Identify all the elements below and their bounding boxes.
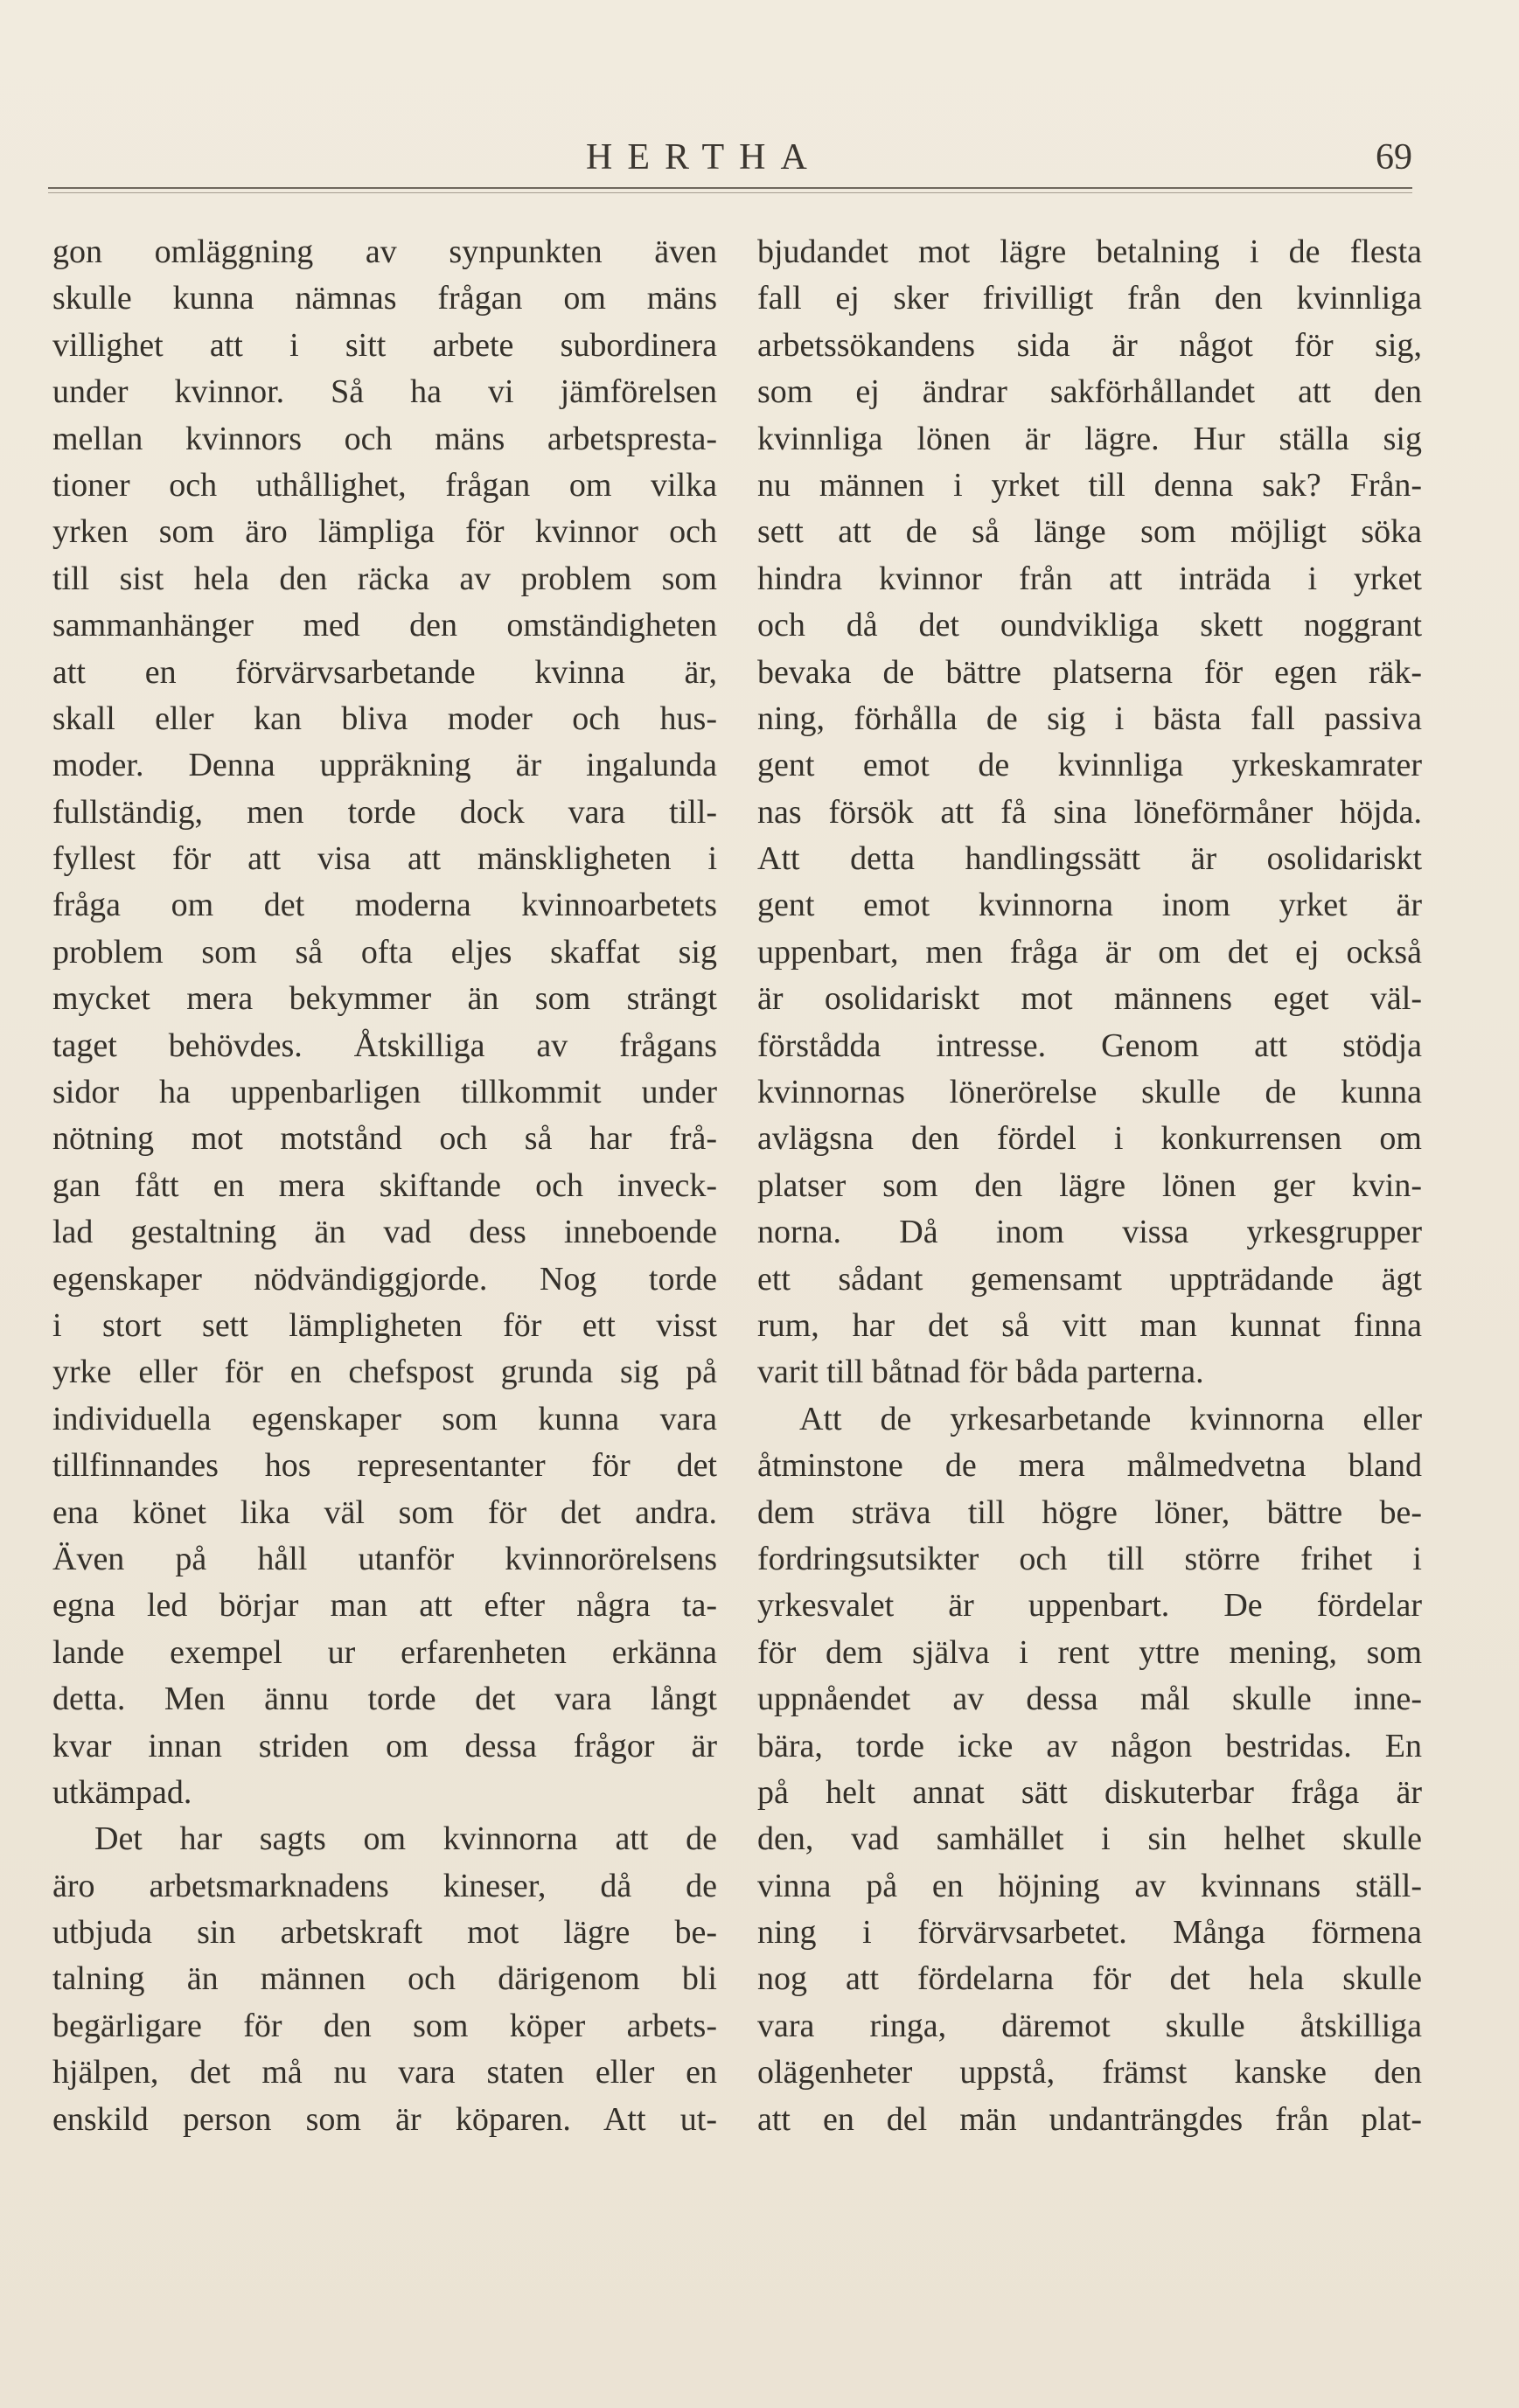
text-line: yrkesvalet är uppenbart. De fördelar xyxy=(757,1587,1422,1625)
text-line: sidor ha uppenbarligen tillkommit under xyxy=(52,1074,717,1111)
text-line: att en del män undanträngdes från plat- xyxy=(757,2100,1422,2138)
text-line: bevaka de bättre platserna för egen räk- xyxy=(757,653,1422,691)
text-line: mycket mera bekymmer än som strängt xyxy=(52,980,717,1018)
text-line: bära, torde icke av någon bestridas. En xyxy=(757,1727,1422,1764)
text-line: avlägsna den fördel i konkurrensen om xyxy=(757,1120,1422,1158)
text-line: kvinnornas lönerörelse skulle de kunna xyxy=(757,1074,1422,1111)
right-column xyxy=(757,229,1422,2363)
text-line: yrken som äro lämpliga för kvinnor och xyxy=(52,513,717,551)
page-number: 69 xyxy=(1376,137,1412,177)
text-line: Att de yrkesarbetande kvinnorna eller xyxy=(799,1400,1422,1437)
text-line: dem sträva till högre löner, bättre be- xyxy=(757,1493,1422,1531)
text-line: arbetssökandens sida är något för sig, xyxy=(757,326,1422,364)
text-line: utbjuda sin arbetskraft mot lägre be- xyxy=(52,1914,717,1952)
text-line: åtminstone de mera målmedvetna bland xyxy=(757,1447,1422,1485)
text-line: på helt annat sätt diskuterbar fråga är xyxy=(757,1773,1422,1811)
text-line: mellan kvinnors och mäns arbetspresta- xyxy=(52,420,717,457)
text-line: detta. Men ännu torde det vara långt xyxy=(52,1681,717,1718)
text-line: tioner och uthållighet, frågan om vilka xyxy=(52,466,717,504)
text-line: begärligare för den som köper arbets- xyxy=(52,2007,717,2044)
text-line: till sist hela den räcka av problem som xyxy=(52,560,717,597)
text-line: uppenbart, men fråga är om det ej också xyxy=(757,933,1422,971)
text-line: fordringsutsikter och till större frihet i xyxy=(757,1540,1422,1577)
text-line: problem som så ofta eljes skaffat sig xyxy=(52,933,717,971)
text-line: gan fått en mera skiftande och inveck- xyxy=(52,1166,717,1204)
text-line: fyllest för att visa att mänskligheten i xyxy=(52,840,717,878)
text-line: att en förvärvsarbetande kvinna är, xyxy=(52,653,717,691)
text-line: enskild person som är köparen. Att ut- xyxy=(52,2100,717,2138)
text-line: skall eller kan bliva moder och hus- xyxy=(52,699,717,737)
text-line: under kvinnor. Så ha vi jämförelsen xyxy=(52,373,717,411)
header-rule-thin xyxy=(48,192,1412,193)
text-line: moder. Denna uppräkning är ingalunda xyxy=(52,747,717,784)
text-line: talning än männen och därigenom bli xyxy=(52,1960,717,1998)
text-line: sammanhänger med den omständigheten xyxy=(52,607,717,644)
text-line: fall ej sker frivilligt från den kvinnliga xyxy=(757,280,1422,317)
text-line: Det har sagts om kvinnorna att de xyxy=(94,1820,717,1858)
text-line: ning i förvärvsarbetet. Många förmena xyxy=(757,1914,1422,1952)
text-line: hindra kvinnor från att inträda i yrket xyxy=(757,560,1422,597)
header-rule xyxy=(48,187,1412,189)
text-line: norna. Då inom vissa yrkesgrupper xyxy=(757,1214,1422,1251)
text-line: utkämpad. xyxy=(52,1773,192,1811)
text-line: bjudandet mot lägre betalning i de flesta xyxy=(757,233,1422,270)
text-line: som ej ändrar sakförhållandet att den xyxy=(757,373,1422,411)
text-line: ena könet lika väl som för det andra. xyxy=(52,1493,717,1531)
text-line: och då det oundvikliga skett noggrant xyxy=(757,607,1422,644)
text-line: ning, förhålla de sig i bästa fall passiva xyxy=(757,699,1422,737)
text-line: gent emot de kvinnliga yrkeskamrater xyxy=(757,747,1422,784)
text-line: är osolidariskt mot männens eget väl- xyxy=(757,980,1422,1018)
text-line: nötning mot motstånd och så har frå- xyxy=(52,1120,717,1158)
text-line: lande exempel ur erfarenheten erkänna xyxy=(52,1633,717,1671)
text-line: individuella egenskaper som kunna vara xyxy=(52,1400,717,1437)
text-line: uppnåendet av dessa mål skulle inne- xyxy=(757,1681,1422,1718)
text-line: fråga om det moderna kvinnoarbetets xyxy=(52,887,717,924)
text-line: den, vad samhället i sin helhet skulle xyxy=(757,1820,1422,1858)
page-header xyxy=(48,131,1412,184)
text-line: tillfinnandes hos representanter för det xyxy=(52,1447,717,1485)
text-line: lad gestaltning än vad dess inneboende xyxy=(52,1214,717,1251)
text-line: i stort sett lämpligheten för ett visst xyxy=(52,1306,717,1344)
text-line: gon omläggning av synpunkten även xyxy=(52,233,717,270)
text-line: rum, har det så vitt man kunnat finna xyxy=(757,1306,1422,1344)
text-line: för dem själva i rent yttre mening, som xyxy=(757,1633,1422,1671)
text-line: nog att fördelarna för det hela skulle xyxy=(757,1960,1422,1998)
text-line: nas försök att få sina löneförmåner höjda. xyxy=(757,793,1422,831)
left-column xyxy=(52,229,717,2363)
text-line: kvar innan striden om dessa frågor är xyxy=(52,1727,717,1764)
text-line: nu männen i yrket till denna sak? Från- xyxy=(757,466,1422,504)
text-line: vinna på en höjning av kvinnans ställ- xyxy=(757,1867,1422,1904)
text-line: vara ringa, däremot skulle åtskilliga xyxy=(757,2007,1422,2044)
text-line: förstådda intresse. Genom att stödja xyxy=(757,1027,1422,1064)
text-line: Även på håll utanför kvinnorörelsens xyxy=(52,1540,717,1577)
text-line: olägenheter uppstå, främst kanske den xyxy=(757,2054,1422,2091)
text-line: yrke eller för en chefspost grunda sig på xyxy=(52,1354,717,1391)
text-line: villighet att i sitt arbete subordinera xyxy=(52,326,717,364)
text-line: varit till båtnad för båda parterna. xyxy=(757,1354,1204,1391)
text-line: fullständig, men torde dock vara till- xyxy=(52,793,717,831)
text-line: äro arbetsmarknadens kineser, då de xyxy=(52,1867,717,1904)
text-line: skulle kunna nämnas frågan om mäns xyxy=(52,280,717,317)
text-line: kvinnliga lönen är lägre. Hur ställa sig xyxy=(757,420,1422,457)
text-line: sett att de så länge som möjligt söka xyxy=(757,513,1422,551)
text-line: ett sådant gemensamt uppträdande ägt xyxy=(757,1260,1422,1298)
text-line: gent emot kvinnorna inom yrket är xyxy=(757,887,1422,924)
text-line: platser som den lägre lönen ger kvin- xyxy=(757,1166,1422,1204)
text-line: hjälpen, det må nu vara staten eller en xyxy=(52,2054,717,2091)
text-line: taget behövdes. Åtskilliga av frågans xyxy=(52,1027,717,1064)
text-line: egenskaper nödvändiggjorde. Nog torde xyxy=(52,1260,717,1298)
running-title: HERTHA xyxy=(586,137,822,177)
text-line: egna led börjar man att efter några ta- xyxy=(52,1587,717,1625)
text-line: Att detta handlingssätt är osolidariskt xyxy=(757,840,1422,878)
